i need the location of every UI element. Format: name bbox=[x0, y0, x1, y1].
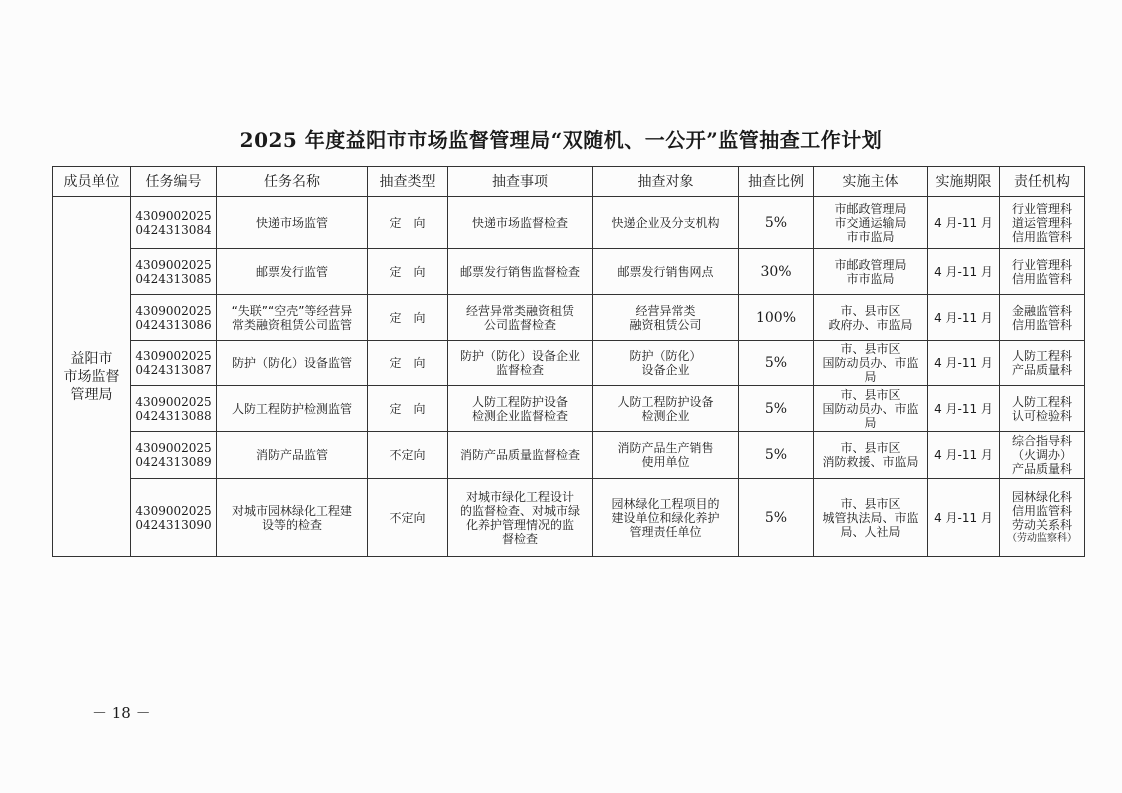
task-name-cell: 消防产品监管 bbox=[217, 432, 368, 479]
page-number: － 18 － bbox=[92, 704, 151, 722]
responsible-org-cell: 行业管理科 道运管理科 信用监管科 bbox=[1000, 197, 1085, 249]
page-title: 2025 年度益阳市市场监督管理局“双随机、一公开”监管抽查工作计划 bbox=[239, 128, 883, 152]
responsible-org-text: 园林绿化科 信用监管科 劳动关系科 bbox=[1011, 489, 1072, 532]
table-row bbox=[53, 341, 1085, 386]
implementer-cell: 市、县市区 政府办、市监局 bbox=[814, 295, 928, 341]
check-item-cell: 防护（防化）设备企业 监督检查 bbox=[448, 341, 593, 386]
implementer-cell: 市邮政管理局 市市监局 bbox=[814, 249, 928, 295]
implementer-cell: 市、县市区 消防救援、市监局 bbox=[814, 432, 928, 479]
header-period: 实施期限 bbox=[928, 167, 1000, 197]
check-type-cell: 定 向 bbox=[368, 341, 448, 386]
header-check-type: 抽查类型 bbox=[368, 167, 448, 197]
table-row bbox=[53, 479, 1085, 557]
check-target-cell: 防护（防化） 设备企业 bbox=[593, 341, 739, 386]
task-code-cell: 4309002025 0424313085 bbox=[131, 249, 217, 295]
responsible-org-cell: 人防工程科 产品质量科 bbox=[1000, 341, 1085, 386]
implementer-cell: 市、县市区 城管执法局、市监 局、人社局 bbox=[814, 479, 928, 557]
plan-table bbox=[52, 166, 1085, 557]
table-row bbox=[53, 249, 1085, 295]
check-target-cell: 消防产品生产销售 使用单位 bbox=[593, 432, 739, 479]
header-task-name: 任务名称 bbox=[217, 167, 368, 197]
check-type-cell: 定 向 bbox=[368, 197, 448, 249]
responsible-org-note: （劳动监察科） bbox=[1007, 532, 1077, 544]
check-target-cell: 园林绿化工程项目的 建设单位和绿化养护 管理责任单位 bbox=[593, 479, 739, 557]
header-member-unit: 成员单位 bbox=[53, 167, 131, 197]
check-target-cell: 快递企业及分支机构 bbox=[593, 197, 739, 249]
implementer-cell: 市、县市区 国防动员办、市监局 bbox=[814, 386, 928, 432]
task-name-cell: 人防工程防护检测监管 bbox=[217, 386, 368, 432]
check-type-cell: 定 向 bbox=[368, 295, 448, 341]
table-header-row bbox=[53, 167, 1085, 197]
member-unit-cell: 益阳市 市场监督 管理局 bbox=[53, 197, 131, 557]
check-ratio-cell: 100% bbox=[739, 295, 814, 341]
check-item-cell: 人防工程防护设备 检测企业监督检查 bbox=[448, 386, 593, 432]
check-item-cell: 快递市场监督检查 bbox=[448, 197, 593, 249]
table-row bbox=[53, 432, 1085, 479]
responsible-org-cell: 综合指导科 （火调办） 产品质量科 bbox=[1000, 432, 1085, 479]
check-item-cell: 对城市绿化工程设计 的监督检查、对城市绿 化养护管理情况的监 督检查 bbox=[448, 479, 593, 557]
check-ratio-cell: 5% bbox=[739, 386, 814, 432]
task-code-cell: 4309002025 0424313088 bbox=[131, 386, 217, 432]
check-ratio-cell: 30% bbox=[739, 249, 814, 295]
check-type-cell: 定 向 bbox=[368, 386, 448, 432]
period-cell: 4 月-11 月 bbox=[928, 432, 1000, 479]
table-row bbox=[53, 386, 1085, 432]
header-responsible-org: 责任机构 bbox=[1000, 167, 1085, 197]
task-code-cell: 4309002025 0424313086 bbox=[131, 295, 217, 341]
table-row bbox=[53, 295, 1085, 341]
header-check-target: 抽查对象 bbox=[593, 167, 739, 197]
task-code-cell: 4309002025 0424313089 bbox=[131, 432, 217, 479]
check-item-cell: 邮票发行销售监督检查 bbox=[448, 249, 593, 295]
period-cell: 4 月-11 月 bbox=[928, 341, 1000, 386]
period-cell: 4 月-11 月 bbox=[928, 249, 1000, 295]
responsible-org-cell: 金融监管科 信用监管科 bbox=[1000, 295, 1085, 341]
responsible-org-cell: 人防工程科 认可检验科 bbox=[1000, 386, 1085, 432]
check-target-cell: 邮票发行销售网点 bbox=[593, 249, 739, 295]
header-implementer: 实施主体 bbox=[814, 167, 928, 197]
check-target-cell: 人防工程防护设备 检测企业 bbox=[593, 386, 739, 432]
check-ratio-cell: 5% bbox=[739, 432, 814, 479]
check-target-cell: 经营异常类 融资租赁公司 bbox=[593, 295, 739, 341]
responsible-org-cell bbox=[1000, 479, 1085, 557]
period-cell: 4 月-11 月 bbox=[928, 479, 1000, 557]
check-ratio-cell: 5% bbox=[739, 341, 814, 386]
check-item-cell: 消防产品质量监督检查 bbox=[448, 432, 593, 479]
period-cell: 4 月-11 月 bbox=[928, 386, 1000, 432]
table-row bbox=[53, 197, 1085, 249]
check-item-cell: 经营异常类融资租赁 公司监督检查 bbox=[448, 295, 593, 341]
implementer-cell: 市、县市区 国防动员办、市监局 bbox=[814, 341, 928, 386]
task-name-cell: “失联”“空壳”等经营异 常类融资租赁公司监管 bbox=[217, 295, 368, 341]
header-check-ratio: 抽查比例 bbox=[739, 167, 814, 197]
check-type-cell: 不定向 bbox=[368, 479, 448, 557]
check-type-cell: 定 向 bbox=[368, 249, 448, 295]
check-ratio-cell: 5% bbox=[739, 197, 814, 249]
check-type-cell: 不定向 bbox=[368, 432, 448, 479]
task-name-cell: 对城市园林绿化工程建 设等的检查 bbox=[217, 479, 368, 557]
task-code-cell: 4309002025 0424313087 bbox=[131, 341, 217, 386]
task-name-cell: 快递市场监管 bbox=[217, 197, 368, 249]
header-task-code: 任务编号 bbox=[131, 167, 217, 197]
responsible-org-cell: 行业管理科 信用监管科 bbox=[1000, 249, 1085, 295]
period-cell: 4 月-11 月 bbox=[928, 295, 1000, 341]
task-name-cell: 防护（防化）设备监管 bbox=[217, 341, 368, 386]
task-code-cell: 4309002025 0424313084 bbox=[131, 197, 217, 249]
task-name-cell: 邮票发行监管 bbox=[217, 249, 368, 295]
check-ratio-cell: 5% bbox=[739, 479, 814, 557]
header-check-item: 抽查事项 bbox=[448, 167, 593, 197]
period-cell: 4 月-11 月 bbox=[928, 197, 1000, 249]
task-code-cell: 4309002025 0424313090 bbox=[131, 479, 217, 557]
implementer-cell: 市邮政管理局 市交通运输局 市市监局 bbox=[814, 197, 928, 249]
